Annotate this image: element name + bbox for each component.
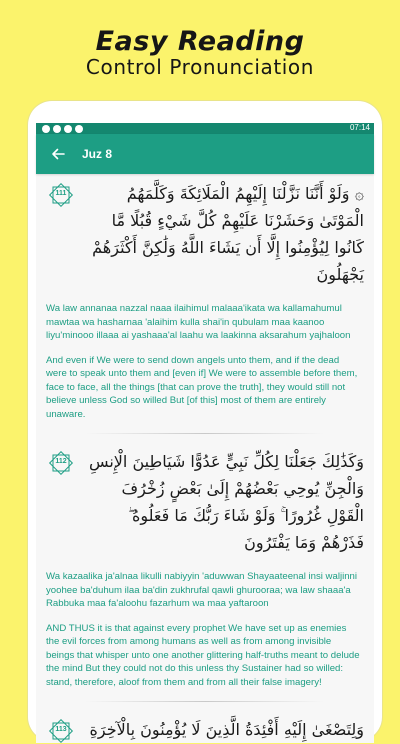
- notification-icons: [42, 125, 83, 133]
- notification-dot-icon: [53, 125, 61, 133]
- verse-item[interactable]: [46, 716, 364, 743]
- arabic-text: وَلِتَصْغَىٰ إِلَيْهِ أَفْئِدَةُ الَّذِينَ لَا يُؤْمِنُونَ بِالْآخِرَةِ: [89, 720, 364, 739]
- verse-number: 113: [55, 726, 67, 733]
- status-time: 07:14: [349, 123, 370, 132]
- verse-item[interactable]: [46, 448, 364, 702]
- verse-divider: [86, 433, 324, 434]
- verse-number-badge: [48, 450, 74, 476]
- promo-subtitle: Control Pronunciation: [85, 55, 315, 79]
- verse-number-badge: [48, 718, 74, 744]
- notification-dot-icon: [42, 125, 50, 133]
- verse-divider: [86, 701, 324, 702]
- app-bar: [36, 134, 374, 174]
- verse-number: 112: [55, 458, 67, 465]
- page-title: Juz 8: [82, 147, 113, 161]
- status-bar: [36, 123, 374, 134]
- arabic-text: وَكَذَٰلِكَ جَعَلْنَا لِكُلِّ نَبِيٍّ عَدُوًّا شَيَاطِينَ الْإِنسِ وَالْجِنِّ يُوحِي بَعْضُهُمْ إِلَىٰ بَعْضٍ زُخْرُفَ الْقَوْلِ غُرُورًا ۚ وَلَوْ شَاءَ رَبُّكَ مَا فَعَلُوهُ ۖ فَذَرْهُمْ وَمَا يَفْتَرُونَ: [88, 452, 364, 552]
- translation-text: AND THUS it is that against every prophet We have set up as enemies the evil forces from among humans as well as from among invisible beings that whisper unto one another glittering half-truths meant to delude the mind But they could not do this unless thy Sustainer had so willed: stand, therefore, aloof from them and from all their false imagery!: [46, 622, 360, 688]
- verse-item[interactable]: [46, 180, 364, 434]
- verse-list[interactable]: [36, 174, 374, 743]
- arrow-left-icon[interactable]: [50, 146, 66, 162]
- arabic-text: ۞ وَلَوْ أَنَّنَا نَزَّلْنَا إِلَيْهِمُ الْمَلَائِكَةَ وَكَلَّمَهُمُ الْمَوْتَىٰ وَحَشَرْنَا عَلَيْهِمْ كُلَّ شَيْءٍ قُبُلًا مَّا كَانُوا لِيُؤْمِنُوا إِلَّا أَن يَشَاءَ اللَّهُ وَلَٰكِنَّ أَكْثَرَهُمْ يَجْهَلُونَ: [92, 184, 364, 284]
- verse-number-badge: [48, 182, 74, 208]
- transliteration-text: Wa kazaalika ja'alnaa likulli nabiyyin 'aduwwan Shayaateenal insi waljinni yoohee ba'duhum ilaa ba'din zukhrufal qawli ghurooraa; wa law shaaa'a Rabbuka maa fa'aloohu fazarhum wa maa yaftaroon: [46, 571, 358, 609]
- phone-frame: [28, 101, 382, 741]
- transliteration-text: Wa law annanaa nazzal naaa ilaihimul malaaa'ikata wa kallamahumul mawtaa wa hasharnaa 'alaihim kulla shai'in qubulam maa kaanoo liyu'minooo illaaa ai yashaaa'al laahu wa laakinna aksarahum yajhaloon: [46, 303, 351, 341]
- app-screen: [36, 123, 374, 743]
- verse-number: 111: [55, 190, 67, 197]
- promo-title: Easy Reading: [95, 26, 305, 57]
- notification-dot-icon: [64, 125, 72, 133]
- notification-dot-icon: [75, 125, 83, 133]
- translation-text: And even if We were to send down angels unto them, and if the dead were to speak unto them and [even if] We were to assemble before them, face to face, all the things [that can prove the truth], they would still not believe unless God so willed But [of this] most of them are entirely unaware.: [46, 354, 358, 420]
